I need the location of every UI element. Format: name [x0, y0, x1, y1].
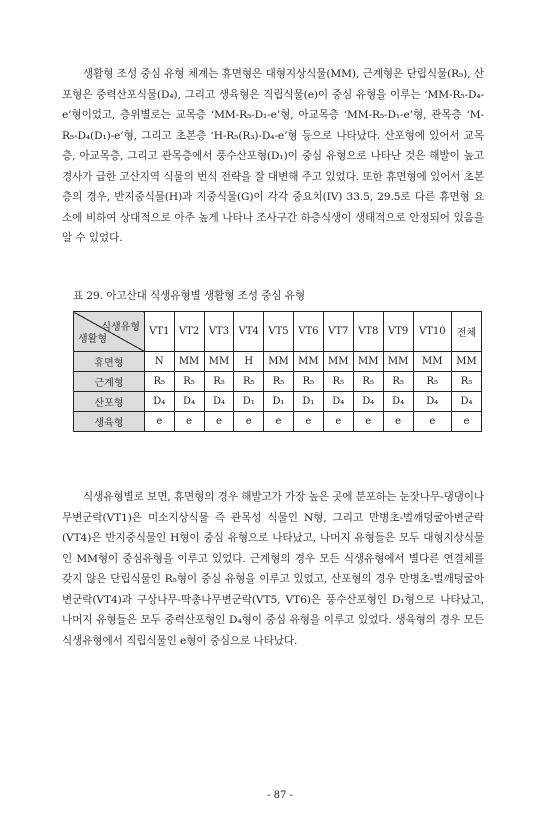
- body-paragraph-1: [62, 64, 484, 249]
- table-cell: e: [264, 412, 294, 432]
- table-cell: MM: [413, 352, 451, 372]
- page-number: - 87 -: [267, 790, 293, 801]
- table-cell: D₁: [234, 392, 264, 412]
- table-cell: R₅: [353, 372, 383, 392]
- paragraph-text: 생활형 조성 중심 유형 체계는 휴면형은 대형지상식물(MM), 근계형은 단립식물(R₅), 산포형은 중력산포식물(D₄), 그리고 생육형은 직립식물(e)이 중심 유형을 이루는 ‘MM-R₅-D₄-e’형이었고, 층위별로는 교목층 ‘MM-R₅-D₁-e’형, 아교목층 ‘MM-R₅-D₁-e’형, 관목층 ‘M-R₅-D₄(D₁)-e’형, 그리고 초본층 ‘H-R₅(R₃)-D₄-e’형 등으로 나타났다. 산포형에 있어서 교목층, 아교목층, 그리고 관목층에서 풍수산포형(D₁)이 중심 유형으로 나타난 것은 해발이 높고 경사가 급한 고산지역 식물의 번식 전략을 잘 대변해 주고 있었다. 또한 휴면형에 있어서 초본층의 경우, 반지중식물(H)과 지중식물(G)이 각각 중요치(IV) 33.5, 29.5로 다른 휴면형 요소에 비하여 상대적으로 아주 높게 나타나 조사구간 하층식생이 생태적으로 안정되어 있음을 알 수 있었다.: [62, 68, 484, 244]
- table-cell: R₅: [413, 372, 451, 392]
- table-row: [74, 392, 482, 412]
- column-header: VT5: [264, 312, 294, 352]
- table-cell: e: [174, 412, 204, 432]
- table-row: [74, 372, 482, 392]
- row-header: 휴면형: [74, 352, 145, 372]
- table-cell: e: [353, 412, 383, 432]
- table-cell: MM: [264, 352, 294, 372]
- table-cell: D₄: [353, 392, 383, 412]
- table-cell: R₅: [452, 372, 482, 392]
- table-cell: e: [383, 412, 413, 432]
- table-cell: N: [145, 352, 175, 372]
- row-header: 근계형: [74, 372, 145, 392]
- table-cell: D₄: [145, 392, 175, 412]
- table-cell: R₅: [383, 372, 413, 392]
- table-cell: e: [323, 412, 353, 432]
- table-cell: H: [234, 352, 264, 372]
- table-cell: D₄: [452, 392, 482, 412]
- column-header: VT7: [323, 312, 353, 352]
- table-cell: R₅: [204, 372, 234, 392]
- table-cell: e: [452, 412, 482, 432]
- body-paragraph-2: [62, 487, 484, 651]
- table-cell: e: [204, 412, 234, 432]
- column-header: VT2: [174, 312, 204, 352]
- table-cell: e: [413, 412, 451, 432]
- column-header: VT4: [234, 312, 264, 352]
- column-header: VT8: [353, 312, 383, 352]
- column-header: VT3: [204, 312, 234, 352]
- table-cell: R₅: [234, 372, 264, 392]
- table-row: [74, 412, 482, 432]
- table-cell: MM: [174, 352, 204, 372]
- table-corner-cell: [74, 312, 145, 352]
- paragraph-text: 식생유형별로 보면, 휴면형의 경우 해발고가 가장 높은 곳에 분포하는 눈잣나무-댕댕이나무변군락(VT1)은 미소지상식물 즉 관목성 식물인 N형, 그리고 만병초-벌깨덩굴아변군락(VT4)은 반지중식물인 H형이 중심 유형으로 나타났고, 나머지 유형들은 모두 대형지상식물인 MM형이 중심유형을 이루고 있었다. 근계형의 경우 모든 식생유형에서 별다른 연결체를 갖지 않은 단립식물인 R₅형이 중심 유형을 이루고 있었고, 산포형의 경우 만병초-벌깨덩굴아변군락(VT4)과 구상나무-딱총나무변군락(VT5, VT6)은 풍수산포형인 D₁형으로 나타났고, 나머지 유형들은 모두 중력산포형인 D₄형이 중심 유형을 이루고 있었다. 생육형의 경우 모든 식생유형에서 직립식물인 e형이 중심으로 나타났다.: [62, 491, 484, 647]
- table-cell: D₄: [383, 392, 413, 412]
- table-cell: R₅: [323, 372, 353, 392]
- table-cell: MM: [293, 352, 323, 372]
- table-cell: D₄: [204, 392, 234, 412]
- table-cell: R₅: [174, 372, 204, 392]
- row-header: 산포형: [74, 392, 145, 412]
- table-cell: MM: [353, 352, 383, 372]
- corner-label-vegetation-type: 식생유형: [101, 322, 140, 333]
- table-caption: 표 29. 아고산대 식생유형별 생활형 조성 중심 유형: [73, 290, 305, 302]
- corner-label-life-form: 생활형: [78, 334, 107, 345]
- table-cell: e: [293, 412, 323, 432]
- table-cell: MM: [383, 352, 413, 372]
- column-header: VT9: [383, 312, 413, 352]
- table-cell: D₄: [413, 392, 451, 412]
- column-header: VT1: [145, 312, 175, 352]
- table-cell: D₄: [323, 392, 353, 412]
- table-cell: R₅: [293, 372, 323, 392]
- table-cell: MM: [452, 352, 482, 372]
- table-header-row: [74, 312, 482, 352]
- table-cell: MM: [323, 352, 353, 372]
- table-cell: MM: [204, 352, 234, 372]
- table-cell: R₅: [264, 372, 294, 392]
- table-cell: D₁: [293, 392, 323, 412]
- table-cell: e: [234, 412, 264, 432]
- table-cell: e: [145, 412, 175, 432]
- column-header: 전체: [452, 312, 482, 352]
- table-cell: R₅: [145, 372, 175, 392]
- table-cell: D₁: [264, 392, 294, 412]
- column-header: VT6: [293, 312, 323, 352]
- life-form-table: [73, 311, 482, 432]
- row-header: 생육형: [74, 412, 145, 432]
- table-row: [74, 352, 482, 372]
- column-header: VT10: [413, 312, 451, 352]
- table-cell: D₄: [174, 392, 204, 412]
